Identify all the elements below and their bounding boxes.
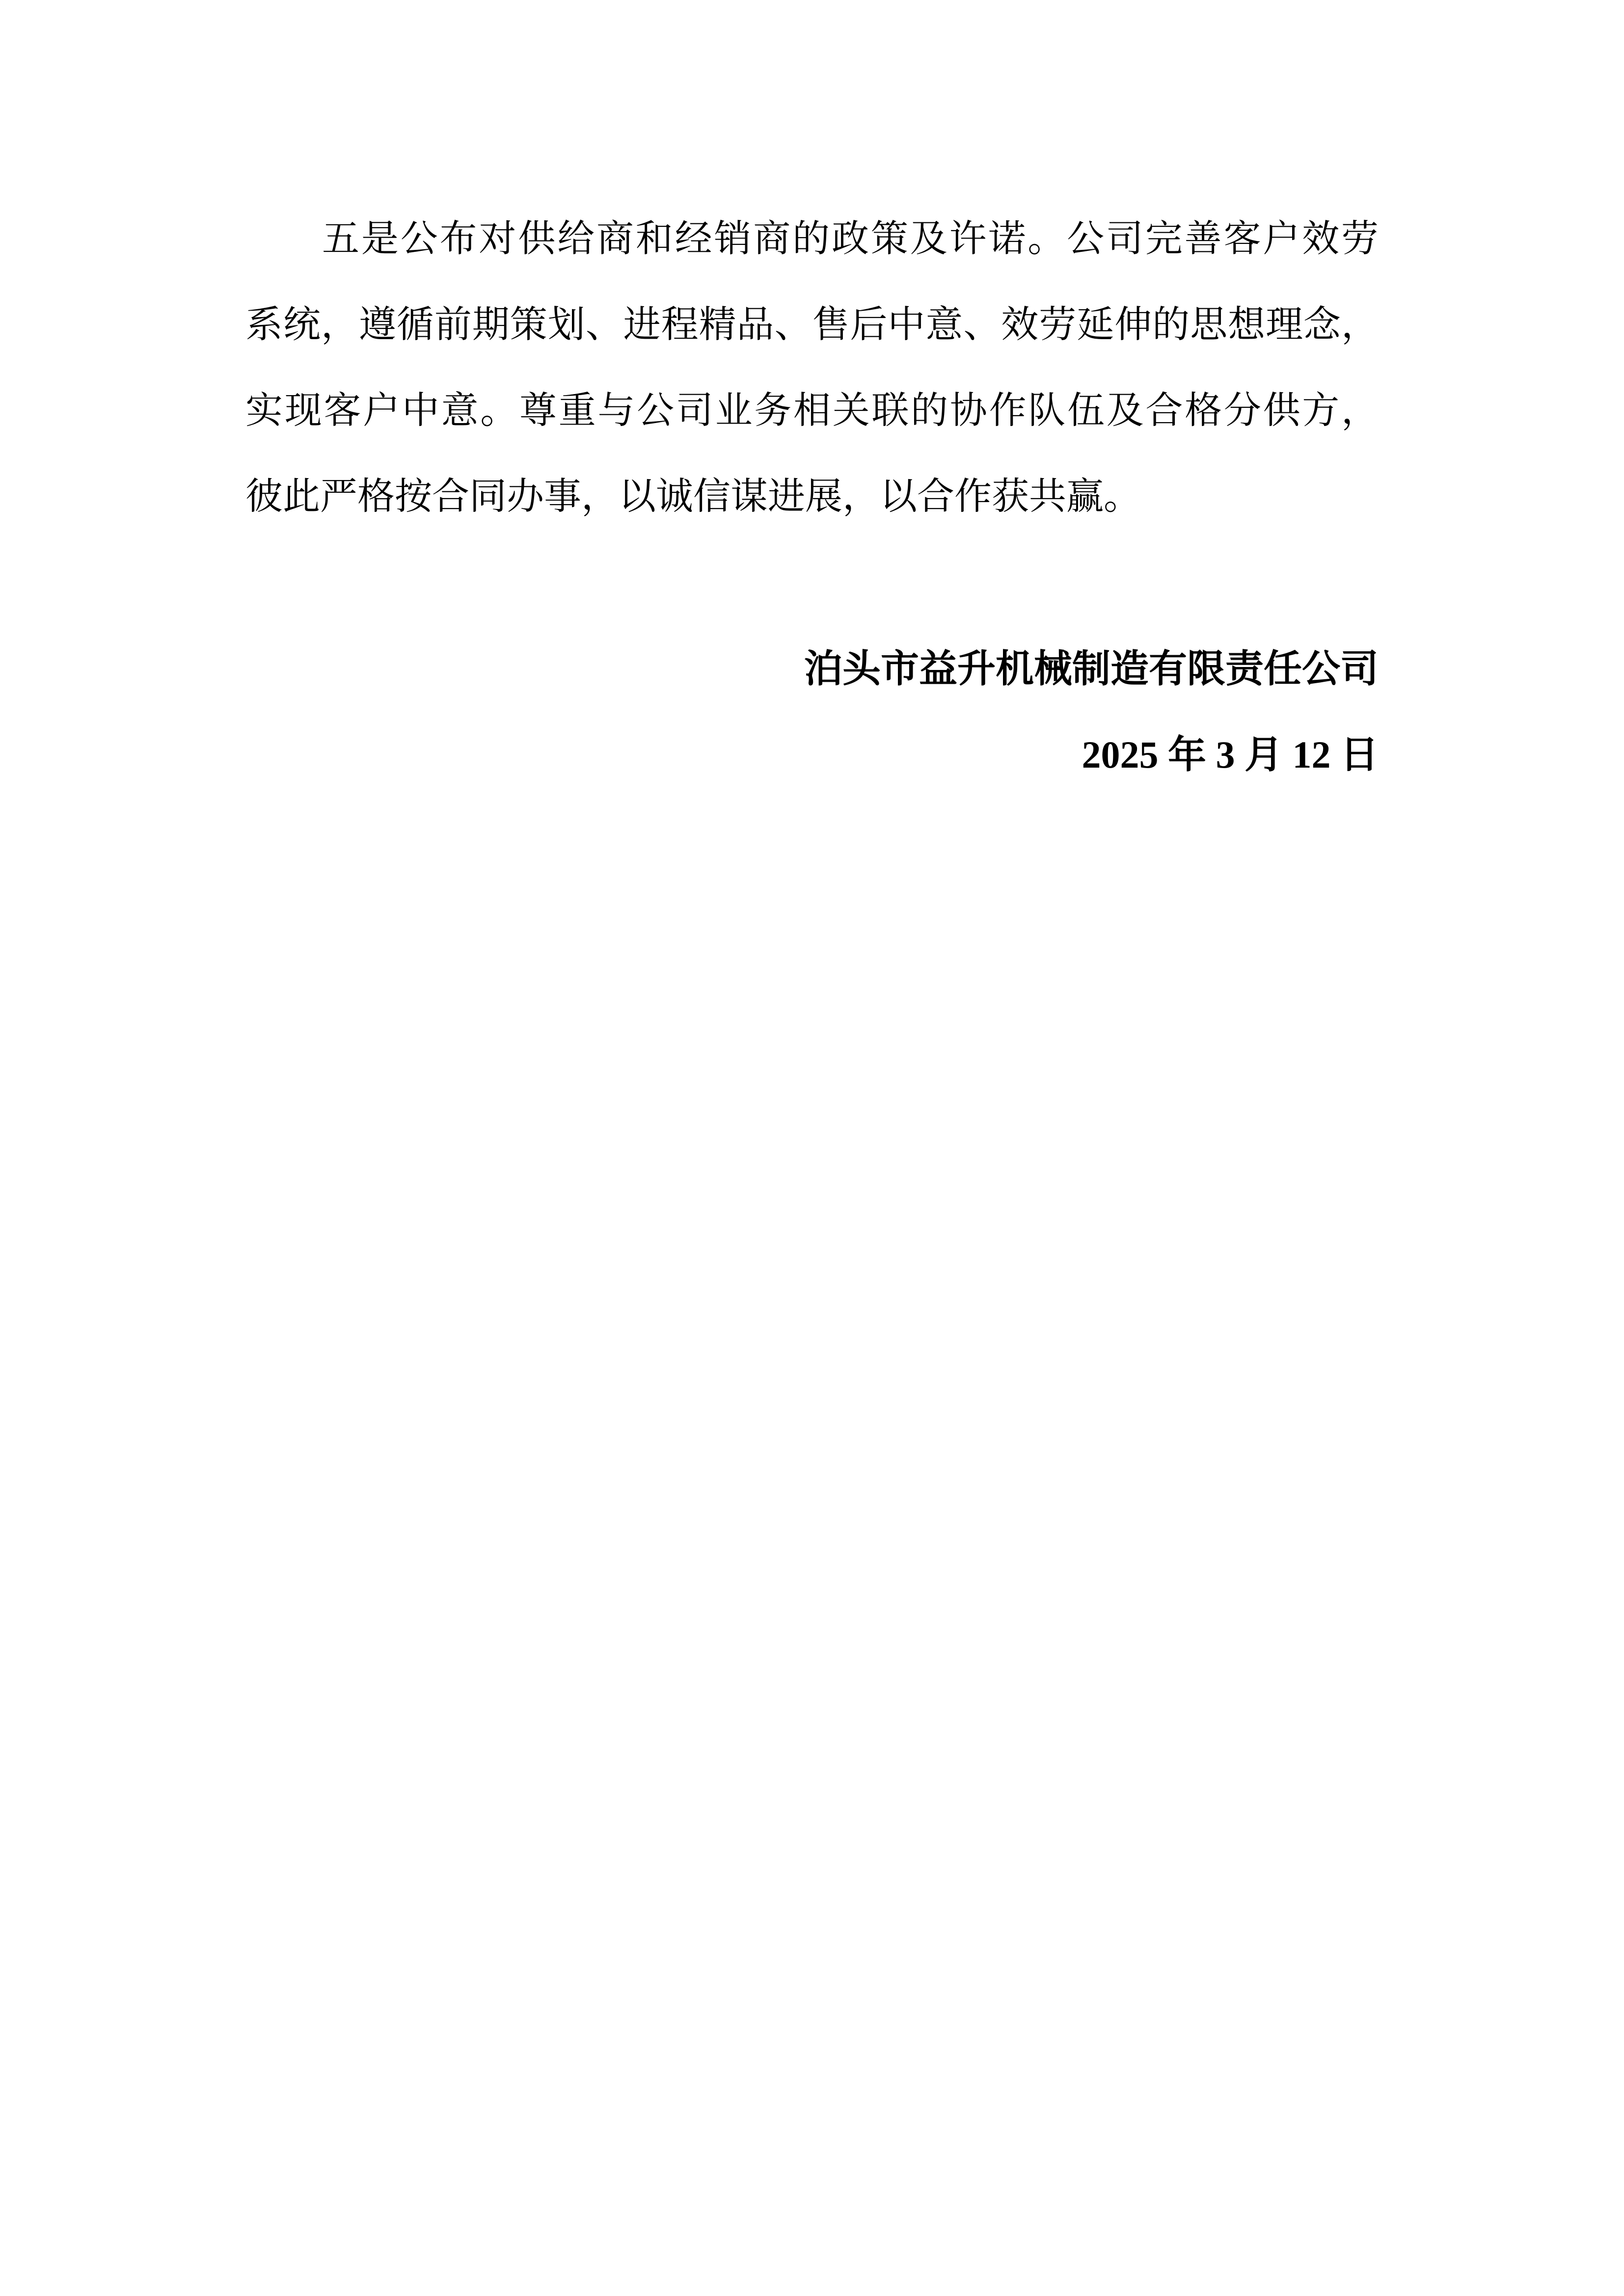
company-signature: 泊头市益升机械制造有限责任公司 (804, 647, 1379, 690)
text-block (245, 196, 1379, 798)
paragraph-line-1: 五是公布对供给商和经销商的政策及许诺。公司完善客户效劳 (322, 218, 1379, 260)
blank-line (245, 540, 1379, 626)
paragraph-line-4: 彼此严格按合同办事，以诚信谋进展，以合作获共赢。 (245, 476, 1141, 517)
signature-date: 2025 年 3 月 12 日 (1082, 733, 1379, 776)
paragraph-line-3: 实现客户中意。尊重与公司业务相关联的协作队伍及合格分供方， (245, 390, 1379, 431)
paragraph-line-2: 系统，遵循前期策划、进程精品、售后中意、效劳延伸的思想理念， (245, 304, 1379, 346)
body-paragraph (245, 196, 1379, 540)
